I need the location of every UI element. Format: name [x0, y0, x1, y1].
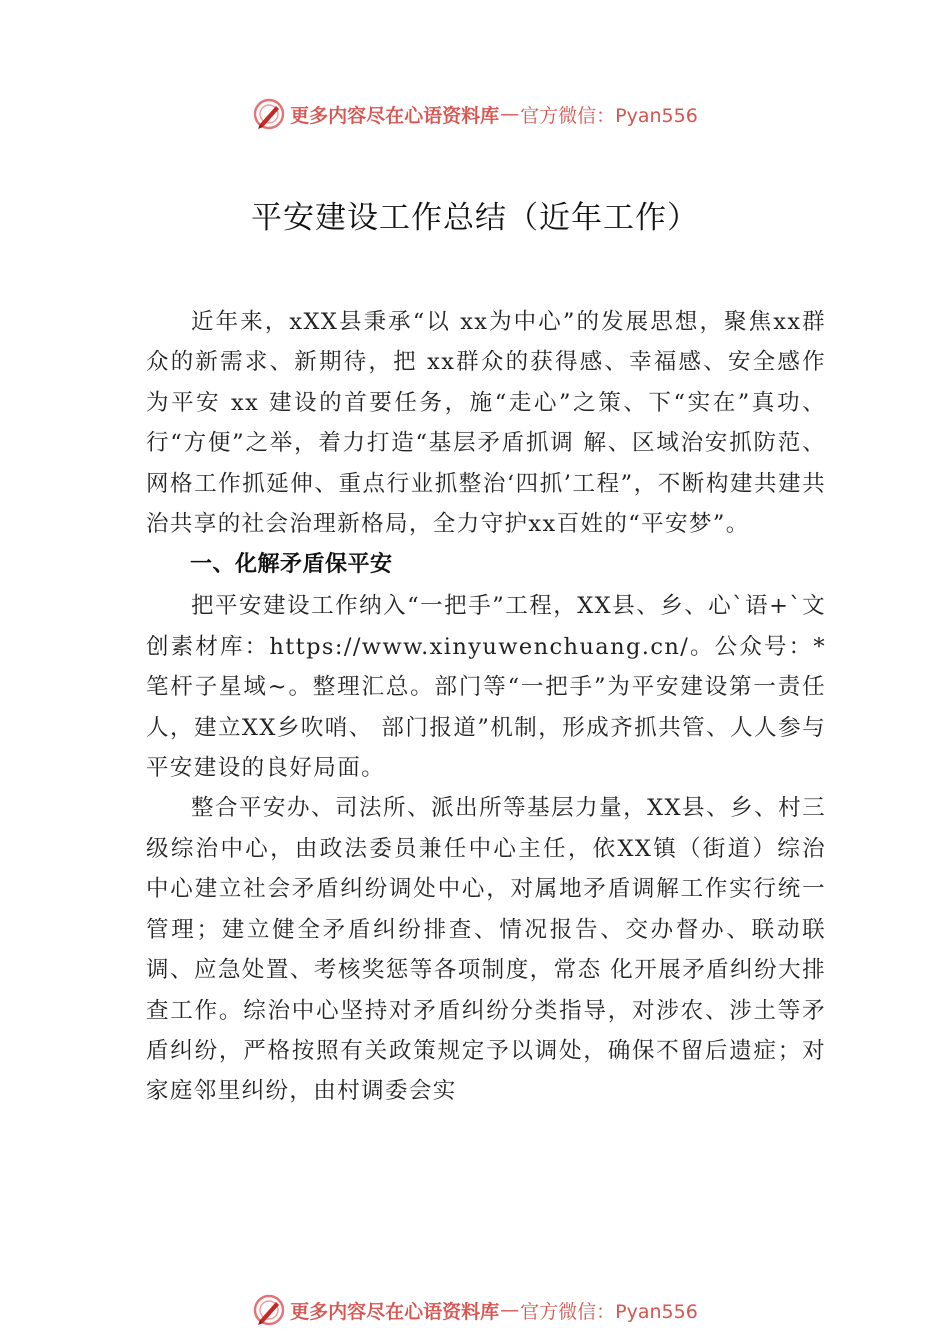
watermark-brand: 更多内容尽在心语资料库: [290, 104, 500, 127]
section-paragraph: 把平安建设工作纳入“一把手”工程，XX县、乡、心`语+`文创素材库：https://www.xinyuwenchuang.cn/。公众号：*笔杆子星域~。整理汇总。部门等“一把手”为平安建设第一责任人，建立XX乡吹哨、 部门报道”机制，形成齐抓共管、人人参与平安建设的良好局面。: [146, 593, 826, 782]
watermark-brand: 更多内容尽在心语资料库: [290, 1300, 500, 1323]
intro-paragraph: 近年来，xXX县秉承“以 xx为中心”的发展思想，聚焦xx群众的新需求、新期待，把 xx群众的获得感、幸福感、安全感作为平安 xx 建设的首要任务，施“走心”之策、下“实在”真功、行“方便”之举，着力打造“基层矛盾抓调 解、区域治安抓防范、网格工作抓延伸、重点行业抓整治‘四抓’工程”，不断构建共建共治共享的社会治理新格局，全力守护xx百姓的“平安梦”。: [146, 309, 826, 538]
watermark-banner-bottom: [0, 1290, 950, 1330]
watermark-separator: —: [500, 103, 520, 125]
watermark-banner-top: [0, 94, 950, 134]
pen-logo-icon: [252, 1293, 286, 1327]
watermark-wechat: 官方微信：Pyan556: [520, 1300, 698, 1323]
document-title: 平安建设工作总结（近年工作）: [251, 200, 699, 236]
watermark-separator: —: [500, 1299, 520, 1321]
pen-logo-icon: [252, 97, 286, 131]
watermark-wechat: 官方微信：Pyan556: [520, 104, 698, 127]
section-heading: 一、化解矛盾保平安: [190, 552, 393, 578]
section-paragraph: 整合平安办、司法所、派出所等基层力量，XX县、乡、村三级综治中心，由政法委员兼任中心主任，依XX镇（街道）综治中心建立社会矛盾纠纷调处中心，对属地矛盾调解工作实行统一管理；建立健全矛盾纠纷排查、情况报告、交办督办、联动联调、应急处置、考核奖惩等各项制度，常态 化开展矛盾纠纷大排查工作。综治中心坚持对矛盾纠纷分类指导，对涉农、涉土等矛盾纠纷，严格按照有关政策规定予以调处，确保不留后遗症；对家庭邻里纠纷，由村调委会实: [146, 795, 826, 1105]
document-body: [146, 302, 826, 1112]
